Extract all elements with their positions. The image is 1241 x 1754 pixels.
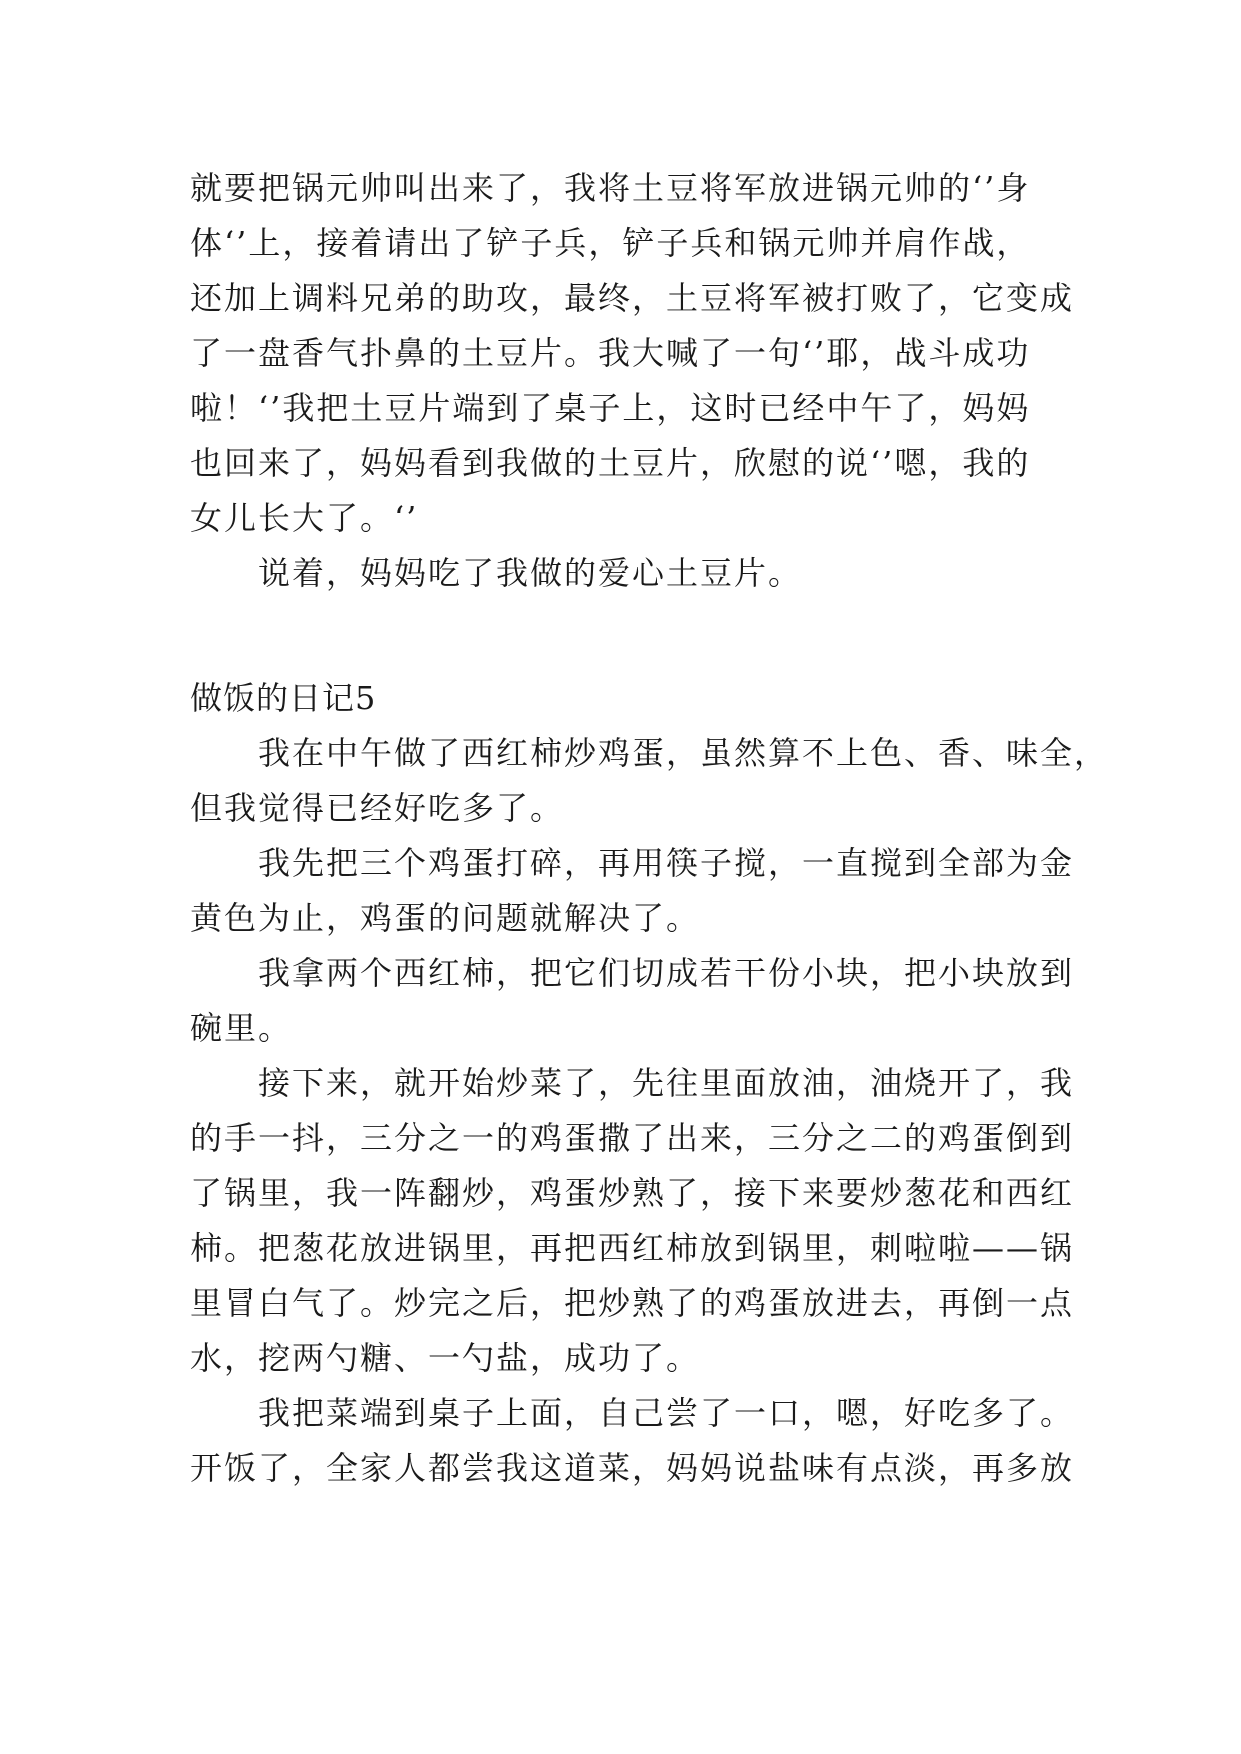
text-line: 开饭了，全家人都尝我这道菜，妈妈说盐味有点淡，再多放 (190, 1449, 1075, 1487)
text-line: 啦！‘’我把土豆片端到了桌子上，这时已经中午了，妈妈 (190, 389, 1031, 427)
text-line: 水，挖两勺糖、一勺盐，成功了。 (190, 1339, 701, 1377)
text-line: 了一盘香气扑鼻的土豆片。我大喊了一句‘’耶，战斗成功 (190, 334, 1031, 372)
text-line: 体‘’上，接着请出了铲子兵，铲子兵和锅元帅并肩作战， (190, 224, 1031, 262)
text-line: 碗里。 (190, 1009, 293, 1047)
text-line: 但我觉得已经好吃多了。 (190, 789, 565, 827)
text-line: 说着，妈妈吃了我做的爱心土豆片。 (258, 554, 803, 592)
text-line: 我拿两个西红柿，把它们切成若干份小块，把小块放到 (258, 954, 1075, 992)
text-line: 接下来，就开始炒菜了，先往里面放油，油烧开了，我 (258, 1064, 1075, 1102)
text-line: 也回来了，妈妈看到我做的土豆片，欣慰的说‘’嗯，我的 (190, 444, 1031, 482)
text-line: 就要把锅元帅叫出来了，我将土豆将军放进锅元帅的‘’身 (190, 169, 1031, 207)
text-line: 柿。把葱花放进锅里，再把西红柿放到锅里，刺啦啦——锅 (190, 1229, 1075, 1267)
text-line: 我把菜端到桌子上面，自己尝了一口，嗯，好吃多了。 (258, 1394, 1075, 1432)
text-line: 了锅里，我一阵翻炒，鸡蛋炒熟了，接下来要炒葱花和西红 (190, 1174, 1075, 1212)
section-heading: 做饭的日记5 (190, 679, 377, 717)
text-line: 我先把三个鸡蛋打碎，再用筷子搅，一直搅到全部为金 (258, 844, 1075, 882)
text-line: 的手一抖，三分之一的鸡蛋撒了出来，三分之二的鸡蛋倒到 (190, 1119, 1075, 1157)
text-line: 我在中午做了西红柿炒鸡蛋，虽然算不上色、香、味全， (258, 734, 1109, 772)
text-line: 还加上调料兄弟的助攻，最终，土豆将军被打败了，它变成 (190, 279, 1075, 317)
text-line: 黄色为止，鸡蛋的问题就解决了。 (190, 899, 701, 937)
text-line: 里冒白气了。炒完之后，把炒熟了的鸡蛋放进去，再倒一点 (190, 1284, 1075, 1322)
text-line: 女儿长大了。‘’ (190, 499, 419, 537)
